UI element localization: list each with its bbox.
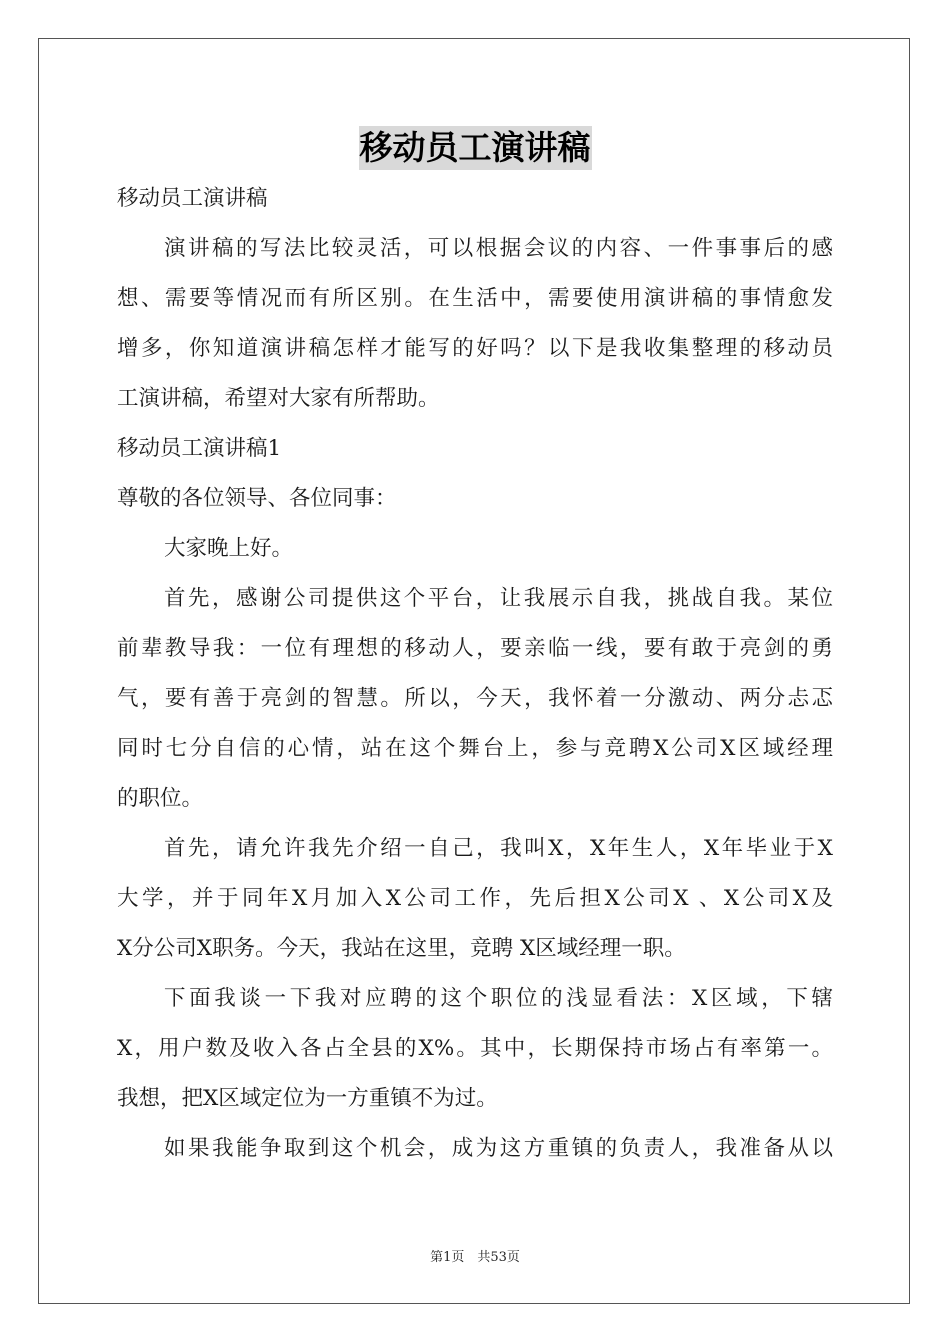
page-footer <box>0 1246 950 1265</box>
paragraph-2-cont <box>117 874 833 974</box>
subtitle: 移动员工演讲稿 <box>117 186 268 211</box>
paragraph-line: 前辈教导我：一位有理想的移动人，要亲临一线，要有敢于亮剑的勇 <box>117 636 833 661</box>
paragraph-line: 下面我谈一下我对应聘的这个职位的浅显看法：X区域，下辖 <box>164 986 833 1011</box>
intro-paragraph <box>117 224 833 274</box>
paragraph-line: X，用户数及收入各占全县的X%。其中，长期保持市场占有率第一。 <box>117 1036 833 1061</box>
page-number: 第1页 共53页 <box>430 1250 520 1265</box>
section-heading: 移动员工演讲稿1 <box>117 436 282 461</box>
paragraph-line: 的职位。 <box>117 786 204 811</box>
greeting: 大家晚上好。 <box>164 536 294 561</box>
paragraph-3-cont <box>117 1024 833 1124</box>
paragraph-line: 首先，感谢公司提供这个平台，让我展示自我，挑战自我。某位 <box>164 586 833 611</box>
paragraph-1 <box>117 574 833 624</box>
paragraph-3 <box>117 974 833 1024</box>
document-body <box>117 174 833 1174</box>
intro-line: 想、需要等情况而有所区别。在生活中，需要使用演讲稿的事情愈发 <box>117 286 833 311</box>
intro-paragraph-cont <box>117 274 833 424</box>
intro-line: 演讲稿的写法比较灵活，可以根据会议的内容、一件事事后的感 <box>164 236 833 261</box>
intro-line: 工演讲稿，希望对大家有所帮助。 <box>117 386 440 411</box>
paragraph-4 <box>117 1124 833 1174</box>
paragraph-line: 如果我能争取到这个机会，成为这方重镇的负责人，我准备从以 <box>164 1136 833 1161</box>
salutation: 尊敬的各位领导、各位同事： <box>117 486 397 511</box>
intro-line: 增多，你知道演讲稿怎样才能写的好吗？以下是我收集整理的移动员 <box>117 336 833 361</box>
paragraph-line: 首先，请允许我先介绍一自己，我叫X，X年生人，X年毕业于X <box>164 836 833 861</box>
paragraph-2 <box>117 824 833 874</box>
paragraph-line: 同时七分自信的心情，站在这个舞台上，参与竞聘X公司X区域经理 <box>117 736 833 761</box>
paragraph-line: X分公司X职务。今天，我站在这里，竞聘 X区域经理一职。 <box>117 936 686 961</box>
paragraph-1-cont <box>117 624 833 824</box>
document-title: 移动员工演讲稿 <box>359 126 592 170</box>
title-container <box>0 126 950 170</box>
paragraph-line: 大学，并于同年X月加入X公司工作，先后担X公司X 、X公司X及 <box>117 886 833 911</box>
paragraph-line: 气，要有善于亮剑的智慧。所以，今天，我怀着一分激动、两分忐忑 <box>117 686 833 711</box>
paragraph-line: 我想，把X区域定位为一方重镇不为过。 <box>117 1086 498 1111</box>
